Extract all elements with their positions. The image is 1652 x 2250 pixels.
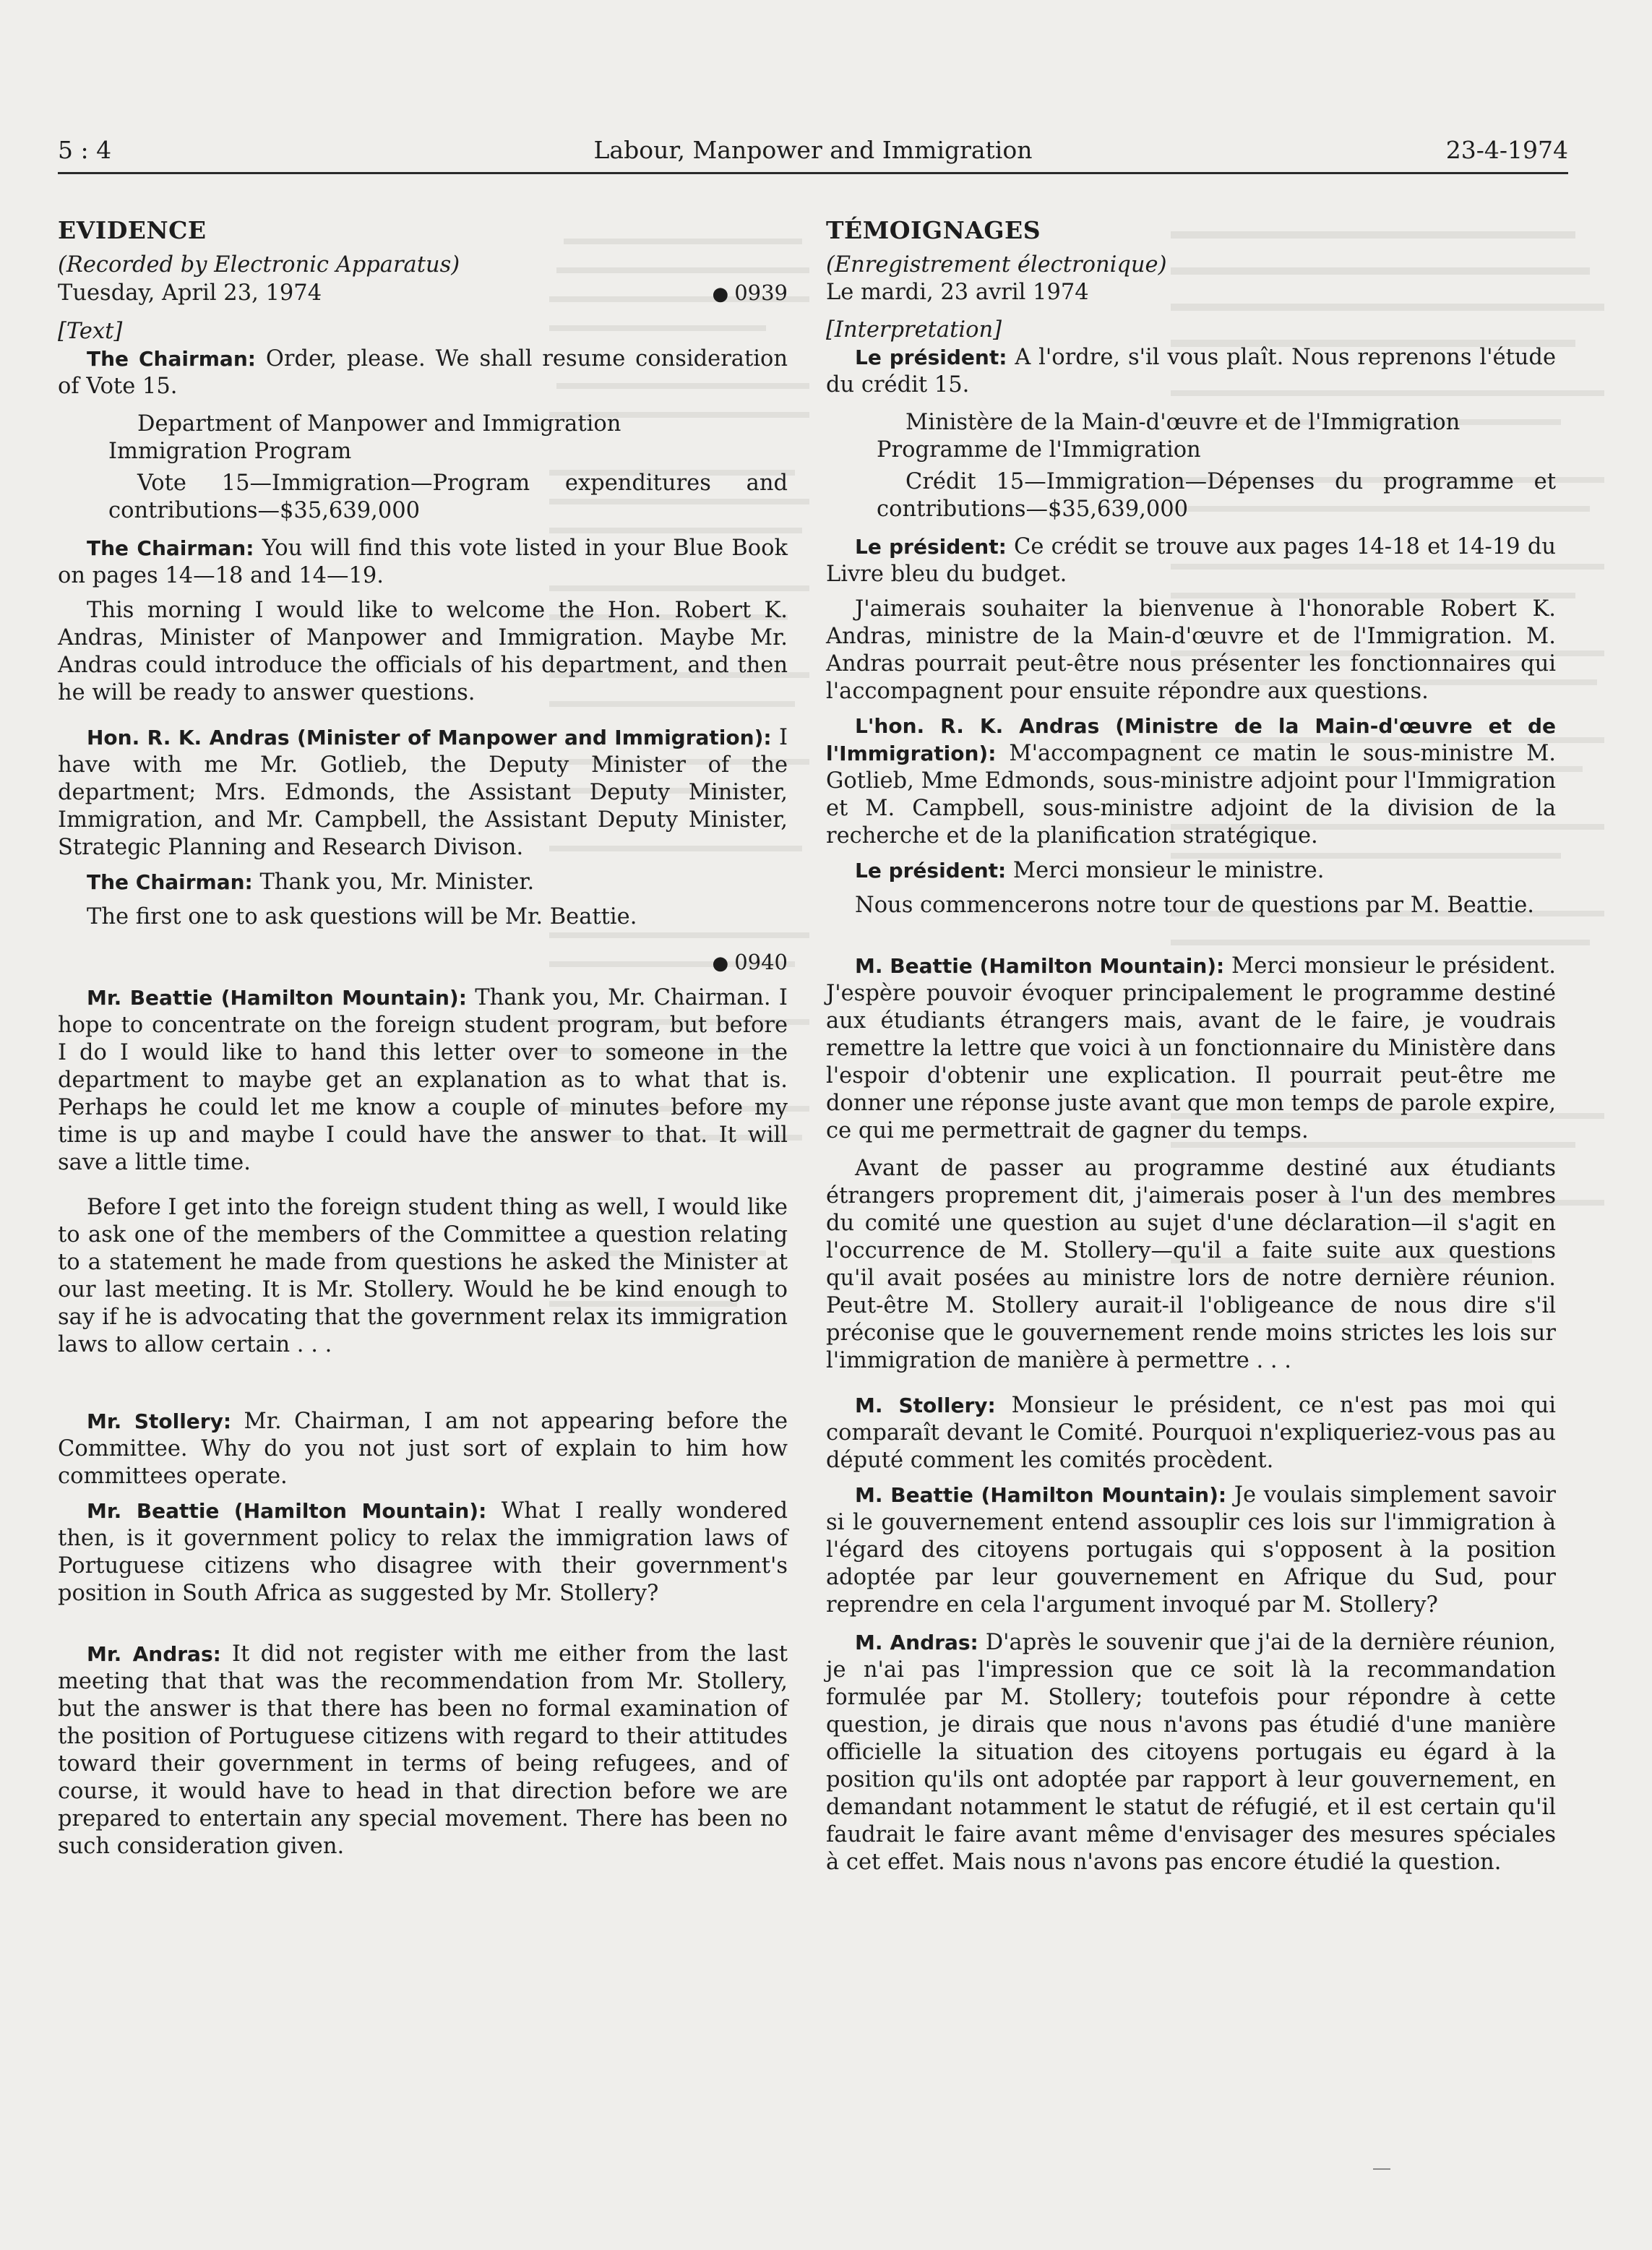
speaker-name: Mr. Stollery: xyxy=(87,1409,232,1433)
speech-text: M'accompagnent ce matin le sous-ministre M. Gotlieb, Mme Edmonds, sous-ministre adjoint pour l'Immigration et M. Campbell, sous-ministre adjoint de la division de la recherche et de la planification stratégique. xyxy=(826,741,1556,849)
paragraph xyxy=(58,1641,788,1860)
speaker-name: Hon. R. K. Andras (Minister of Manpower and Immigration): xyxy=(87,726,772,750)
paragraph: Before I get into the foreign student thing as well, I would like to ask one of the members of the Committee a question relating to a statement he made from questions he asked the Minister at our last meeting. It is Mr. Stollery. Would he be kind enough to say if he is advocating that the government relax its immigration laws to allow certain . . . xyxy=(58,1195,788,1357)
department-line: Ministère de la Main-d'œuvre et de l'Immigration xyxy=(905,410,1460,435)
speaker-name: M. Beattie (Hamilton Mountain): xyxy=(855,954,1225,978)
paragraph xyxy=(58,984,788,1177)
session-date: Le mardi, 23 avril 1974 xyxy=(826,280,1089,305)
vote-block xyxy=(826,409,1556,523)
timestamp xyxy=(713,948,788,977)
english-column xyxy=(58,217,788,1860)
speaker-name: The Chairman: xyxy=(87,870,253,894)
speech-text: A l'ordre, s'il vous plaît. Nous reprenons l'étude du crédit 15. xyxy=(826,345,1556,398)
speaker-name: Le président: xyxy=(855,535,1007,559)
paragraph xyxy=(58,869,788,896)
section-heading: TÉMOIGNAGES xyxy=(826,216,1041,244)
speech-text: What I really wondered then, is it government policy to relax the immigration laws of Portuguese citizens who disagree with their government's position in South Africa as suggested by Mr. Stollery? xyxy=(58,1498,788,1606)
speech-text: D'après le souvenir que j'ai de la dernière réunion, je n'ai pas l'impression que ce soit là la recommandation formulée par M. Stollery; toutefois pour répondre à cette question, je dirais que nous n'avons pas étudié d'une manière officielle la situation des citoyens portugais eu égard à la position qu'ils ont adoptée par rapport à leur gouvernement, en demandant notamment le statut de réfugié, et il est certain qu'il faudrait le faire avant même d'envisager des mesures spéciales à cet effet. Mais nous n'avons pas encore étudié la question. xyxy=(826,1630,1556,1875)
speech-text: Monsieur le président, ce n'est pas moi qui comparaît devant le Comité. Pourquoi n'expliqueriez-vous pas au député comment les comités procèdent. xyxy=(826,1393,1557,1473)
paragraph: This morning I would like to welcome the Hon. Robert K. Andras, Minister of Manpower and Immigration. Maybe Mr. Andras could introduce the officials of his department, and then he will be ready to answer questions. xyxy=(58,598,788,705)
vote-block xyxy=(58,411,788,525)
vote-line: Crédit 15—Immigration—Dépenses du programme et contributions—$35,639,000 xyxy=(877,469,1556,522)
speech-text: I have with me Mr. Gotlieb, the Deputy Minister of the department; Mrs. Edmonds, the Assistant Deputy Minister, Immigration, and Mr. Campbell, the Assistant Deputy Minister, Strategic Planning and Research Divison. xyxy=(58,725,788,860)
speaker-name: Le président: xyxy=(855,345,1007,369)
bullet-icon: ● xyxy=(712,953,729,974)
paragraph xyxy=(826,1482,1556,1619)
timestamp-row xyxy=(58,948,788,977)
speaker-name: Mr. Andras: xyxy=(87,1642,221,1666)
paragraph xyxy=(58,1498,788,1607)
session-date: Tuesday, April 23, 1974 xyxy=(58,280,322,306)
paragraph: Avant de passer au programme destiné aux étudiants étrangers proprement dit, j'aimerais poser à l'un des membres du comité une question au sujet d'une déclaration—il s'agit en l'occurrence de M. Stollery—qu'il a faite suite aux questions qu'il avait posées au ministre lors de notre dernière réunion. Peut-être M. Stollery aurait-il l'obligeance de nous dire s'il préconise que le gouvernement rende moins strictes les lois sur l'immigration de manière à permettre . . . xyxy=(826,1156,1556,1373)
speech-text: Ce crédit se trouve aux pages 14-18 et 14-19 du Livre bleu du budget. xyxy=(826,534,1557,587)
paragraph xyxy=(826,857,1556,885)
speech-text: Mr. Chairman, I am not appearing before the Committee. Why do you not just sort of explain to him how committees operate. xyxy=(58,1409,788,1489)
paragraph xyxy=(58,1408,788,1490)
program-line: Programme de l'Immigration xyxy=(877,437,1201,463)
vote-line: Vote 15—Immigration—Program expenditures and contributions—$35,639,000 xyxy=(108,471,788,523)
speech-text: Merci monsieur le ministre. xyxy=(1006,858,1325,883)
recording-note: (Enregistrement électronique) xyxy=(826,252,1167,278)
speaker-name: Mr. Beattie (Hamilton Mountain): xyxy=(87,1499,487,1523)
speaker-name: L'hon. R. K. Andras (Ministre de la Main-d'œuvre et de l'Immigration): xyxy=(826,714,1556,765)
running-header xyxy=(58,136,1568,174)
speech-text: Je voulais simplement savoir si le gouvernement entend assouplir ces lois sur l'immigration à l'égard des citoyens portugais qui s'opposent à la position adoptée par leur gouvernement en Afrique du Sud, pour reprendre en cela l'argument invoqué par M. Stollery? xyxy=(826,1482,1557,1618)
speech-text: You will find this vote listed in your Blue Book on pages 14—18 and 14—19. xyxy=(58,536,788,588)
paragraph: Nous commencerons notre tour de questions par M. Beattie. xyxy=(855,893,1534,918)
speech-text: Order, please. We shall resume consideration of Vote 15. xyxy=(58,346,788,399)
paragraph xyxy=(826,1629,1556,1876)
speaker-name: Mr. Beattie (Hamilton Mountain): xyxy=(87,986,467,1010)
speech-text: It did not register with me either from the last meeting that that was the recommendation from Mr. Stollery, but the answer is that there has been no formal examination of the position of Portuguese citizens with regard to their attitudes toward their government in terms of being refugees, and of course, it would have to head in that direction before we are prepared to entertain any special movement. There has been no such consideration given. xyxy=(58,1641,788,1859)
header-date: 23-4-1974 xyxy=(1445,136,1568,164)
speech-text: Thank you, Mr. Minister. xyxy=(252,869,535,895)
bullet-icon: ● xyxy=(712,283,729,305)
paragraph: The first one to ask questions will be Mr. Beattie. xyxy=(87,904,637,929)
french-column xyxy=(826,217,1556,1876)
section-heading: EVIDENCE xyxy=(58,216,207,244)
paragraph xyxy=(826,1392,1556,1474)
speaker-name: The Chairman: xyxy=(87,347,256,371)
paragraph xyxy=(826,344,1556,399)
paragraph xyxy=(826,713,1556,850)
timestamp-value: 0939 xyxy=(734,280,788,305)
speaker-name: M. Beattie (Hamilton Mountain): xyxy=(855,1483,1227,1507)
speaker-name: M. Stollery: xyxy=(855,1394,996,1417)
page-number: 5 : 4 xyxy=(58,136,112,164)
paragraph xyxy=(58,535,788,590)
speaker-name: Le président: xyxy=(855,859,1007,883)
program-line: Immigration Program xyxy=(108,439,352,464)
paragraph xyxy=(826,953,1556,1145)
department-line: Department of Manpower and Immigration xyxy=(137,411,621,437)
publication-title: Labour, Manpower and Immigration xyxy=(593,136,1033,164)
speaker-name: The Chairman: xyxy=(87,536,254,560)
timestamp xyxy=(713,279,788,308)
paragraph: J'aimerais souhaiter la bienvenue à l'honorable Robert K. Andras, ministre de la Main-d'œuvre et de l'Immigration. M. Andras pourrait peut-être nous présenter les fonctionnaires qui l'accompagnent pour ensuite répondre aux questions. xyxy=(826,596,1556,704)
speech-text: Thank you, Mr. Chairman. I hope to concentrate on the foreign student program, but before I do I would like to hand this letter over to someone in the department to maybe get an explanation as to what that is. Perhaps he could let me know a couple of minutes before my time is up and maybe I could have the answer to that. It will save a little time. xyxy=(58,985,788,1175)
paragraph xyxy=(58,724,788,862)
language-tag: [Interpretation] xyxy=(826,317,1002,343)
paragraph xyxy=(826,533,1556,588)
timestamp-value: 0940 xyxy=(734,950,788,974)
language-tag: [Text] xyxy=(58,319,123,344)
recording-note: (Recorded by Electronic Apparatus) xyxy=(58,252,460,278)
page-mark xyxy=(1373,2168,1390,2170)
speaker-name: M. Andras: xyxy=(855,1631,978,1654)
speech-text: Merci monsieur le président. J'espère pouvoir évoquer principalement le programme destiné aux étudiants étrangers mais, avant de le faire, je voudrais remettre la lettre que voici à un fonctionnaire du Ministère dans l'espoir d'obtenir une explication. Il pourrait peut-être me donner une réponse juste avant que mon temps de parole expire, ce qui me permettrait de gagner du temps. xyxy=(826,953,1556,1143)
paragraph xyxy=(58,345,788,400)
